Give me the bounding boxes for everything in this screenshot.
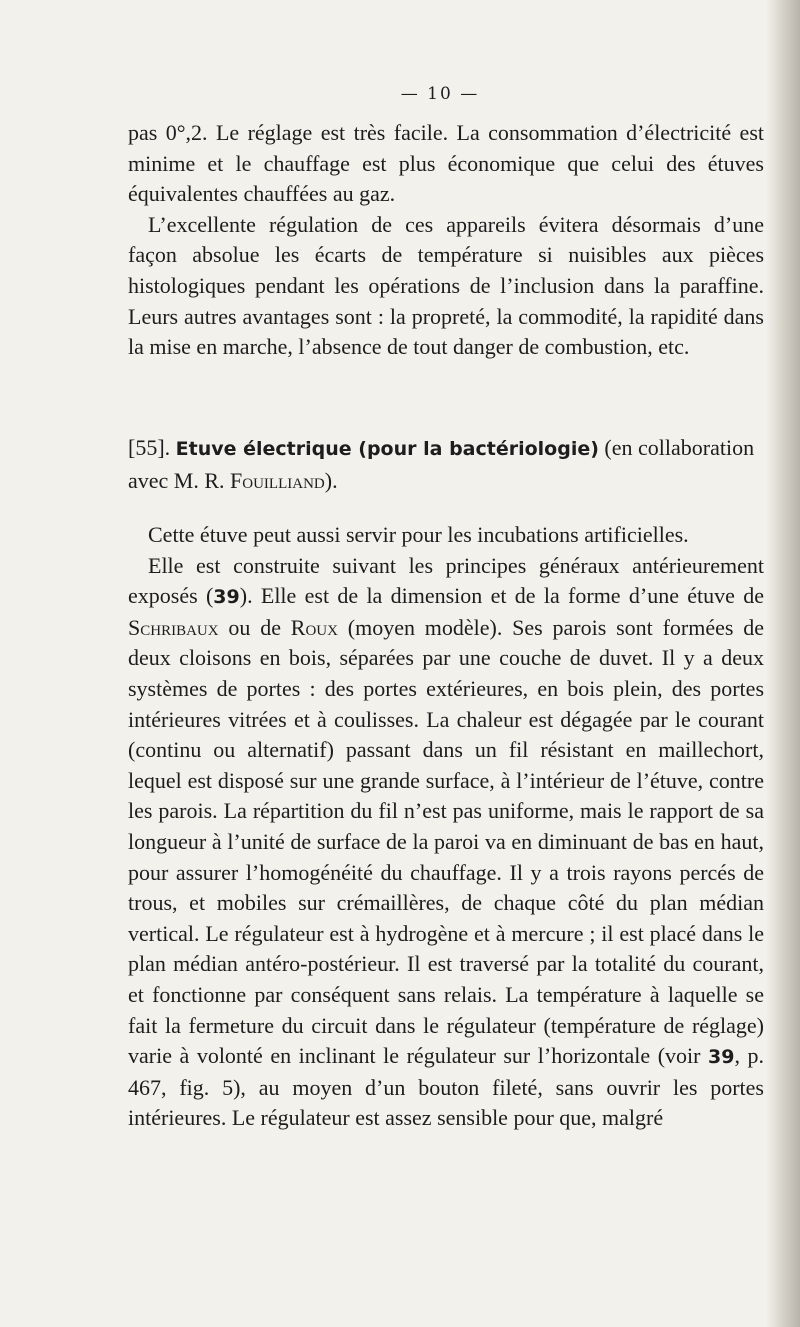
entry-collab-b: ). <box>324 468 338 493</box>
paragraph-regulation: L’excellente régulation de ces appareils évitera désormais d’une façon absolue les écarts de température si nuisibles aux pièces histologiques pendant les opérations de l’inclusion dans la paraffine. Leurs autres avantages sont : la propreté, la commodité, la rapidité dans la mise en marche, l’absence de tout danger de combustion, etc. <box>128 211 764 360</box>
name-roux: Roux <box>290 614 338 640</box>
entry-collab-a: (en collaboration avec M. R. <box>128 435 755 493</box>
paragraph-description <box>128 551 764 1134</box>
text-block-main <box>128 520 764 1134</box>
paragraph-continuation: pas 0°,2. Le réglage est très facile. La consommation d’électricité est minime et le chauffage est plus économique que celui des étuves équivalentes chauffées au gaz. <box>128 120 764 207</box>
reference-39: 39 <box>213 586 240 609</box>
desc-part-e: , p. 467, fig. 5), au moyen d’un bouton fileté, sans ouvrir les portes intérieures. Le régulateur est assez sensible pour que, malgré <box>128 1043 765 1131</box>
desc-part-b: ). Elle est de la dimension et de la forme d’une étuve de <box>239 583 764 609</box>
desc-part-d: (moyen modèle). Ses parois sont formées de deux cloisons en bois, séparées par une couche de duvet. Il y a deux systèmes de portes : des portes extérieures, en bois plein, des portes intérieures vitrées et à coulisses. La chaleur est dégagée par le courant (continu ou alternatif) passant dans un fil résistant en maillechort, lequel est disposé sur une grande surface, à l’intérieur de l’étuve, contre les parois. La répartition du fil n’est pas uniforme, mais le rapport de sa longueur à l’unité de surface de la paroi va en diminuant de bas en haut, pour assurer l’homogénéité du chauffage. Il y a trois rayons percés de trous, et mobiles sur crémaillères, de chaque côté du plan médian vertical. Le régulateur est à hydrogène et à mercure ; il est placé dans le plan médian antéro-postérieur. Il est traversé par la totalité du courant, et fonctionne par conséquent sans relais. La température à laquelle se fait la fermeture du circuit dans le régulateur (température de réglage) varie à volonté en inclinant le régulateur sur l’horizontale (voir <box>128 614 765 1069</box>
entry-title: Etuve électrique (pour la bactériologie) <box>175 438 599 460</box>
text-block-top <box>128 118 764 363</box>
desc-part-a: Elle est construite suivant les principes généraux antérieurement exposés ( <box>128 552 764 609</box>
page-edge-shadow <box>766 0 800 1327</box>
entry-number: [55]. <box>128 435 171 460</box>
reference-39-second: 39 <box>708 1046 735 1069</box>
desc-part-c: ou de <box>218 614 291 640</box>
paragraph-incubation: Cette étuve peut aussi servir pour les incubations artificielles. <box>148 522 689 547</box>
collaborator-name: Fouilliand <box>230 468 325 493</box>
page-number: — 10 — <box>400 84 480 104</box>
entry-55-heading <box>128 432 764 497</box>
name-schribaux: Schribaux <box>128 614 219 640</box>
